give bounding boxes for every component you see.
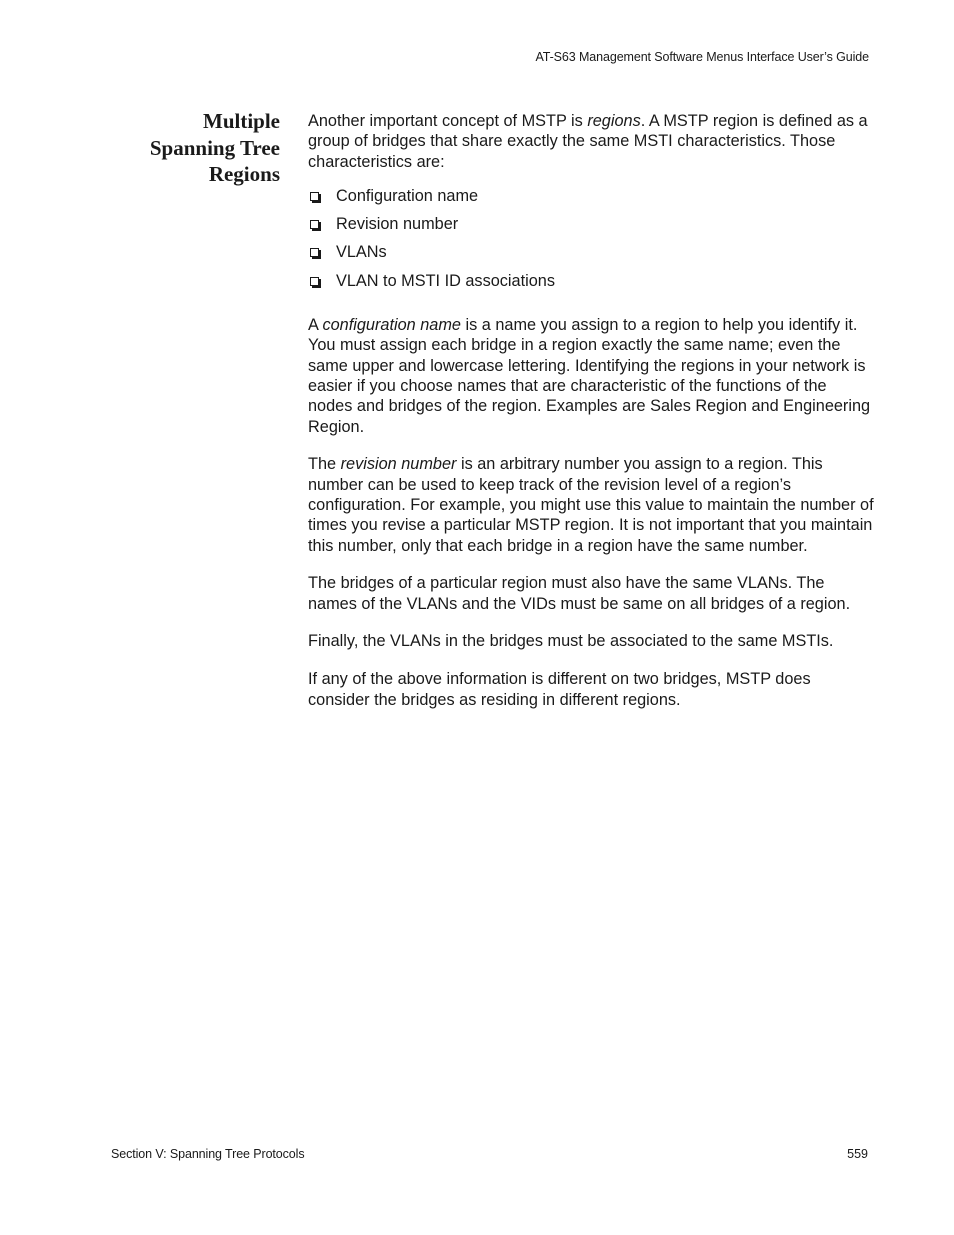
checkbox-bullet-icon [310, 220, 319, 229]
checkbox-bullet-icon [310, 277, 319, 286]
list-item-label: Revision number [336, 215, 459, 234]
footer-section-title: Section V: Spanning Tree Protocols [111, 1147, 305, 1161]
configuration-name-paragraph [308, 315, 874, 437]
list-item-label: VLAN to MSTI ID associations [336, 271, 555, 290]
page-number: 559 [847, 1147, 868, 1161]
section-heading-line-1: Multiple [203, 109, 280, 133]
config-text-1: A [308, 316, 323, 335]
section-heading [60, 108, 280, 188]
intro-text-2: . A MSTP region is defined as a group of bridges that share exactly the same MSTI characteristics. Those characteristics are: [308, 112, 868, 171]
revision-number-paragraph [308, 454, 874, 555]
characteristics-list [308, 186, 874, 299]
intro-term-regions: regions [587, 112, 641, 130]
body-column [308, 111, 874, 727]
different-regions-paragraph: If any of the above information is different on two bridges, MSTP does consider the bridges as residing in different regions. [308, 670, 811, 709]
checkbox-bullet-icon [310, 248, 319, 257]
revision-text-1: The [308, 455, 341, 474]
list-item-label: VLANs [336, 243, 387, 262]
intro-paragraph [308, 111, 874, 172]
intro-text-1: Another important concept of MSTP is [308, 112, 588, 130]
list-item [308, 271, 874, 299]
list-item [308, 214, 874, 242]
revision-text-2: is an arbitrary number you assign to a region. This number can be used to keep track of the revision level of a region’s configuration. For example, you might use this value to maintain the number of times you revise a particular MSTP region. It is not important that you maintain this number, only that each bridge in a region have the same number. [308, 455, 874, 555]
revision-term: revision number [340, 455, 457, 474]
checkbox-bullet-icon [310, 192, 319, 201]
section-heading-line-3: Regions [208, 162, 280, 186]
vlans-paragraph: The bridges of a particular region must also have the same VLANs. The names of the VLANs and the VIDs must be same on all bridges of a region. [308, 574, 851, 613]
config-term: configuration name [322, 316, 461, 335]
list-item [308, 242, 874, 270]
msti-paragraph: Finally, the VLANs in the bridges must be associated to the same MSTIs. [308, 632, 834, 651]
config-text-2: is a name you assign to a region to help you identify it. You must assign each bridge in a region exactly the same name; even the same upper and lowercase lettering. Identifying the regions in your network is easier if you choose names that are characteristic of the functions of the nodes and bridges of the region. Examples are Sales Region and Engineering Region. [308, 316, 871, 436]
list-item-label: Configuration name [336, 186, 479, 205]
section-heading-line-2: Spanning Tree [149, 135, 280, 160]
running-header: AT-S63 Management Software Menus Interface User’s Guide [535, 50, 869, 64]
list-item [308, 186, 874, 214]
